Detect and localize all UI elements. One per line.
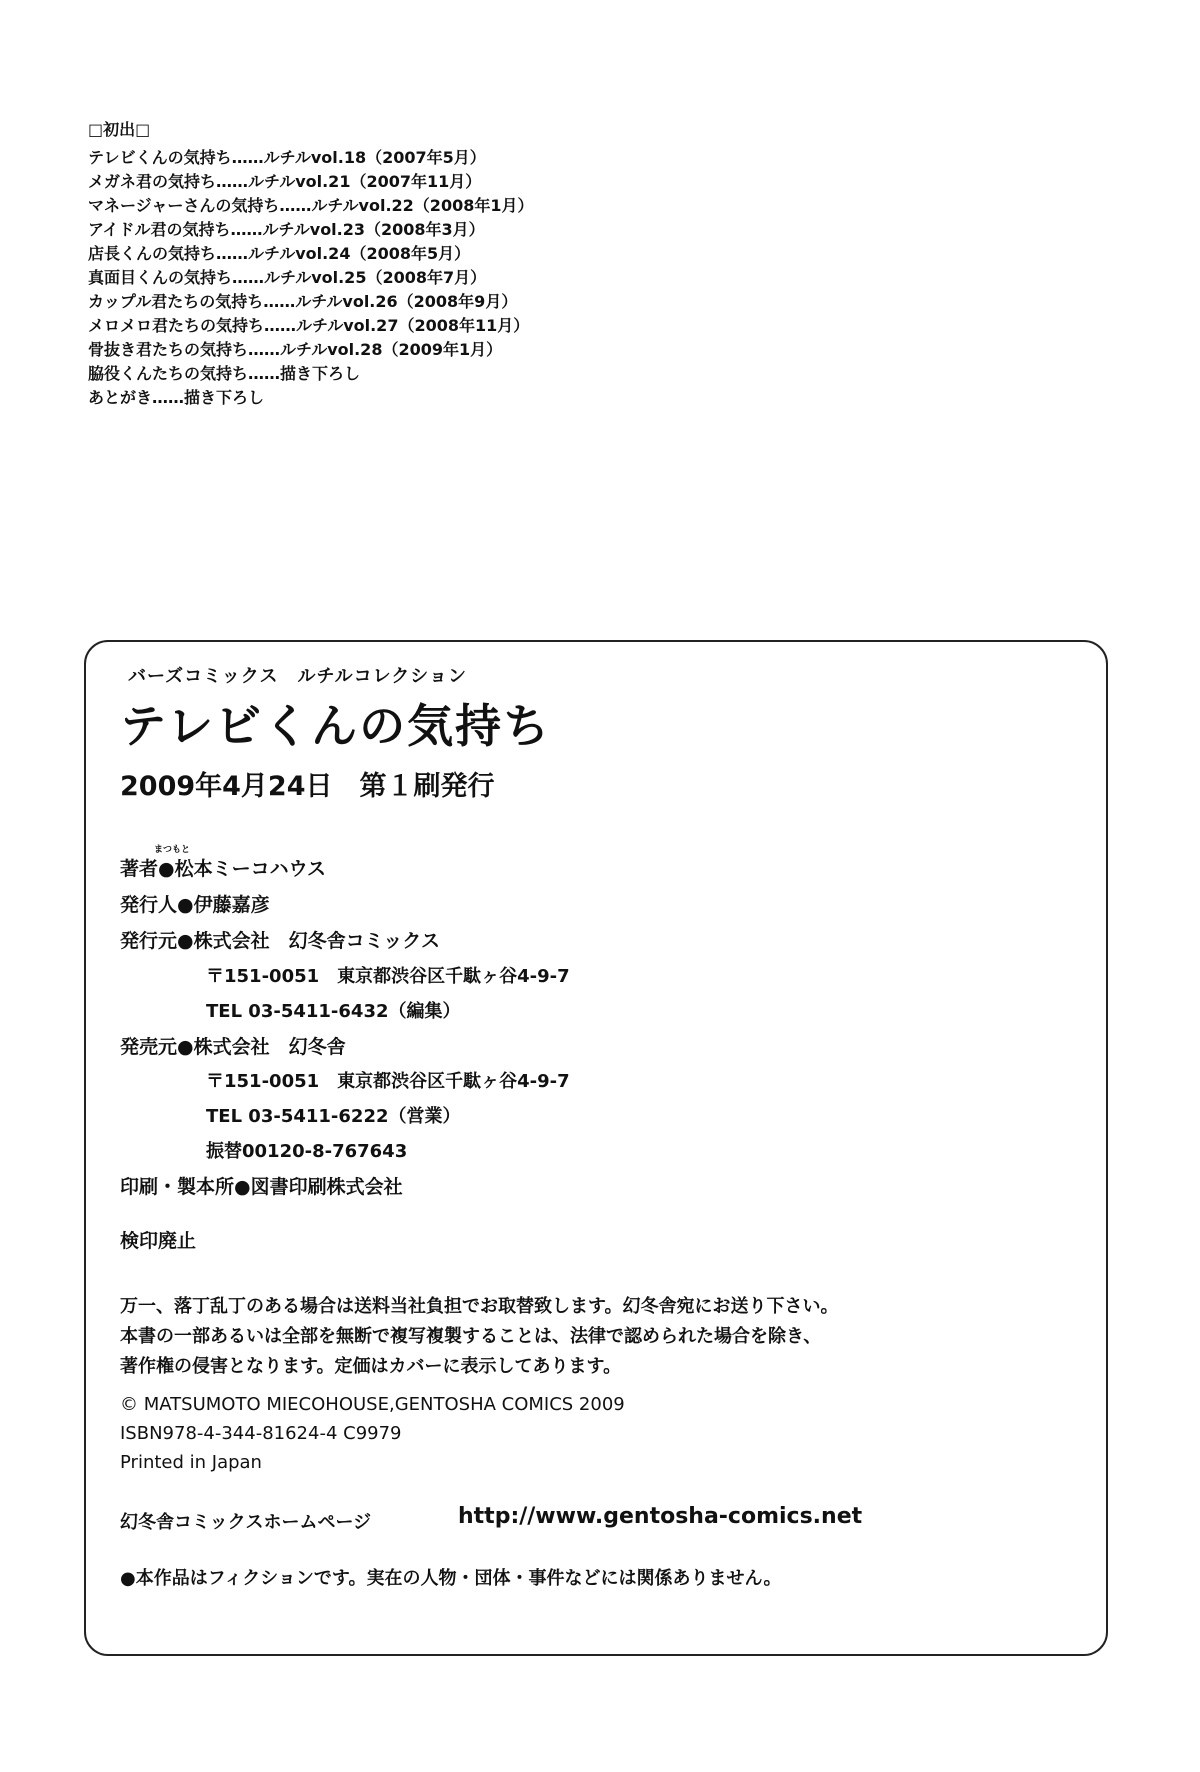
stamp-notice: 検印廃止 xyxy=(120,1230,197,1252)
list-item: カップル君たちの気持ち……ルチルvol.26（2008年9月） xyxy=(88,292,518,311)
distributor: 発売元●株式会社 幻冬舎 xyxy=(120,1036,346,1058)
list-item: 店長くんの気持ち……ルチルvol.24（2008年5月） xyxy=(88,244,471,263)
book-title: テレビくんの気持ち xyxy=(120,699,552,753)
homepage-link[interactable]: http://www.gentosha-comics.net xyxy=(458,1504,863,1529)
colophon-box xyxy=(84,640,1108,1656)
author-credit: 著者●松本ミーコハウス xyxy=(120,858,327,880)
list-item: マネージャーさんの気持ち……ルチルvol.22（2008年1月） xyxy=(88,196,534,215)
first-appearance-heading: □初出□ xyxy=(88,120,151,139)
transfer-account: 振替00120-8-767643 xyxy=(206,1141,408,1162)
publisher: 発行元●株式会社 幻冬舎コミックス xyxy=(120,930,441,952)
list-item: 脇役くんたちの気持ち……描き下ろし xyxy=(88,364,361,383)
distributor-address: 〒151-0051 東京都渋谷区千駄ヶ谷4-9-7 xyxy=(206,1071,570,1092)
isbn: ISBN978-4-344-81624-4 C9979 xyxy=(120,1423,402,1444)
printer: 印刷・製本所●図書印刷株式会社 xyxy=(120,1176,403,1198)
series-name: バーズコミックス ルチルコレクション xyxy=(128,666,467,687)
distributor-tel: TEL 03-5411-6222（営業） xyxy=(206,1106,461,1127)
list-item: テレビくんの気持ち……ルチルvol.18（2007年5月） xyxy=(88,148,486,167)
list-item: アイドル君の気持ち……ルチルvol.23（2008年3月） xyxy=(88,220,485,239)
notice-line: 万一、落丁乱丁のある場合は送料当社負担でお取替致します。幻冬舎宛にお送り下さい。 xyxy=(120,1296,839,1317)
fiction-note: ●本作品はフィクションです。実在の人物・団体・事件などには関係ありません。 xyxy=(120,1568,782,1589)
first-appearance-list xyxy=(88,118,533,410)
publisher-person: 発行人●伊藤嘉彦 xyxy=(120,894,270,916)
publisher-address: 〒151-0051 東京都渋谷区千駄ヶ谷4-9-7 xyxy=(206,966,570,987)
publication-date: 2009年4月24日 第１刷発行 xyxy=(120,771,495,802)
author-ruby: まつもと xyxy=(154,845,191,855)
notice-line: 本書の一部あるいは全部を無断で複写複製することは、法律で認められた場合を除き、 xyxy=(120,1326,822,1347)
list-item: メロメロ君たちの気持ち……ルチルvol.27（2008年11月） xyxy=(88,316,530,335)
list-item: あとがき……描き下ろし xyxy=(88,388,265,407)
list-item: 骨抜き君たちの気持ち……ルチルvol.28（2009年1月） xyxy=(88,340,503,359)
notice-line: 著作権の侵害となります。定価はカバーに表示してあります。 xyxy=(120,1356,622,1377)
list-item: 真面目くんの気持ち……ルチルvol.25（2008年7月） xyxy=(88,268,487,287)
publisher-tel: TEL 03-5411-6432（編集） xyxy=(206,1001,461,1022)
copy-notice xyxy=(120,1292,839,1382)
printed-in: Printed in Japan xyxy=(120,1452,262,1473)
homepage-label: 幻冬舎コミックスホームページ xyxy=(120,1512,372,1533)
copyright: © MATSUMOTO MIECOHOUSE,GENTOSHA COMICS 2009 xyxy=(120,1394,625,1415)
list-item: メガネ君の気持ち……ルチルvol.21（2007年11月） xyxy=(88,172,482,191)
